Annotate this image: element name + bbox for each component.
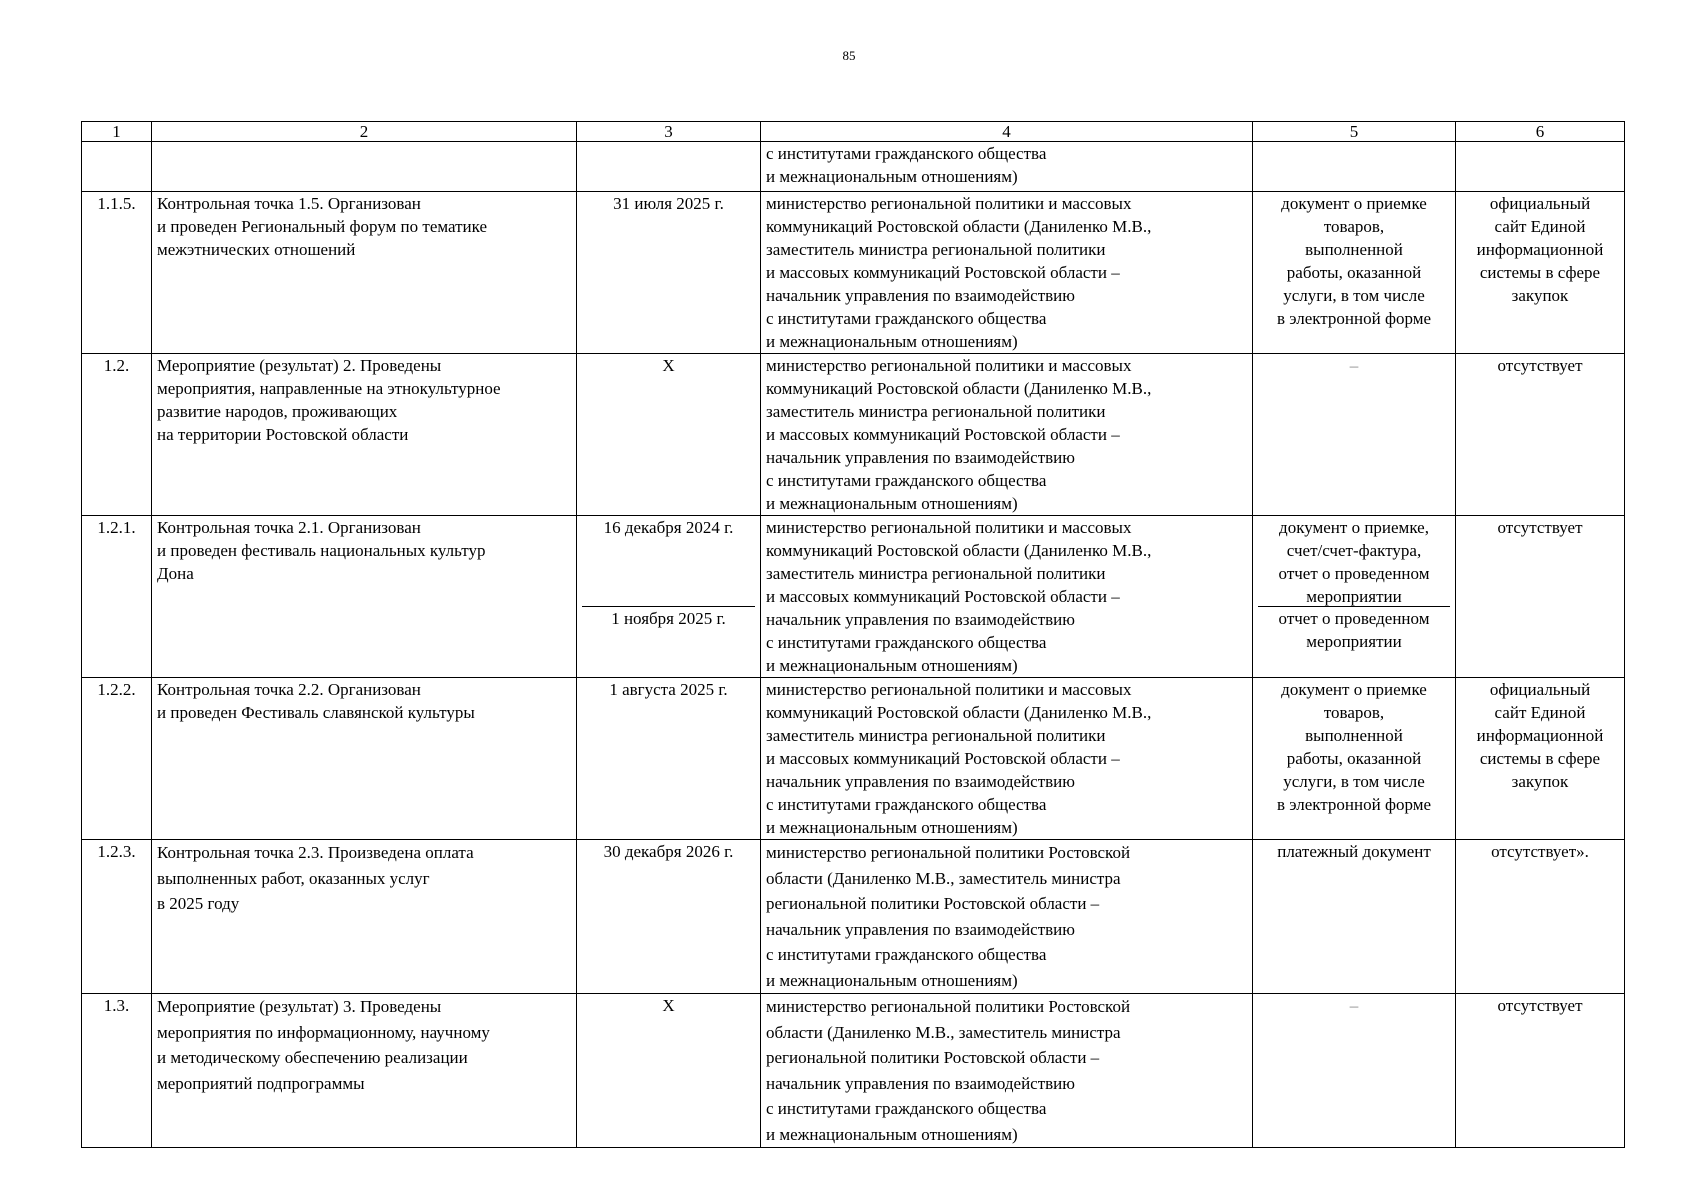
row-date: 31 июля 2025 г. [577,192,761,354]
row-number: 1.2. [82,354,152,516]
row-name: Контрольная точка 1.5. Организован и проведен Региональный форум по тематике межэтнических отношений [152,192,577,354]
row-date: Х [577,354,761,516]
table-row [82,516,1625,678]
row-responsible: министерство региональной политики Ростовской области (Даниленко М.В., заместитель министра региональной политики Ростовской области – начальник управления по взаимодействию с институтами гражданского общества и межнациональным отношениям) [761,994,1253,1148]
row-number: 1.2.2. [82,678,152,840]
measures-table [81,121,1625,1148]
table-header-row [82,122,1625,142]
column-header: 2 [152,122,577,142]
table-row [82,840,1625,994]
row-number [82,142,152,192]
row-date: 16 декабря 2024 г. [582,516,755,607]
column-header: 6 [1456,122,1625,142]
table-row [82,354,1625,516]
row-responsible: министерство региональной политики и массовых коммуникаций Ростовской области (Даниленко М.В., заместитель министра региональной политики и массовых коммуникаций Ростовской области – начальник управления по взаимодействию с институтами гражданского общества и межнациональным отношениям) [761,354,1253,516]
row-responsible: министерство региональной политики и массовых коммуникаций Ростовской области (Даниленко М.В., заместитель министра региональной политики и массовых коммуникаций Ростовской области – начальник управления по взаимодействию с институтами гражданского общества и межнациональным отношениям) [761,516,1253,678]
row-name: Контрольная точка 2.2. Организован и проведен Фестиваль славянской культуры [152,678,577,840]
column-header: 4 [761,122,1253,142]
row-name [152,142,577,192]
row-source: официальный сайт Единой информационной системы в сфере закупок [1456,678,1625,840]
row-source: отсутствует [1456,354,1625,516]
row-document: документ о приемке товаров, выполненной работы, оказанной услуги, в том числе в электронной форме [1253,192,1456,354]
row-date: 30 декабря 2026 г. [577,840,761,994]
table-row [82,994,1625,1148]
row-name: Мероприятие (результат) 3. Проведены мероприятия по информационному, научному и методическому обеспечению реализации мероприятий подпрограммы [152,994,577,1148]
column-header: 3 [577,122,761,142]
row-responsible: министерство региональной политики и массовых коммуникаций Ростовской области (Даниленко М.В., заместитель министра региональной политики и массовых коммуникаций Ростовской области – начальник управления по взаимодействию с институтами гражданского общества и межнациональным отношениям) [761,678,1253,840]
column-header: 1 [82,122,152,142]
row-source [1456,142,1625,192]
row-date [577,142,761,192]
row-date: 1 ноября 2025 г. [611,609,726,628]
row-document-cell [1253,516,1456,678]
row-number: 1.2.3. [82,840,152,994]
row-document: платежный документ [1253,840,1456,994]
row-source: официальный сайт Единой информационной системы в сфере закупок [1456,192,1625,354]
row-name: Контрольная точка 2.3. Произведена оплата выполненных работ, оказанных услуг в 2025 году [152,840,577,994]
row-document: документ о приемке товаров, выполненной работы, оказанной услуги, в том числе в электронной форме [1253,678,1456,840]
row-source: отсутствует [1456,994,1625,1148]
page-number: 85 [842,48,856,63]
row-date: Х [577,994,761,1148]
row-date-cell [577,516,761,678]
column-header: 5 [1253,122,1456,142]
row-number: 1.2.1. [82,516,152,678]
table-row [82,142,1625,192]
table-row [82,192,1625,354]
row-responsible: министерство региональной политики Ростовской области (Даниленко М.В., заместитель министра региональной политики Ростовской области – начальник управления по взаимодействию с институтами гражданского общества и межнациональным отношениям) [761,840,1253,994]
row-document: отчет о проведенном мероприятии [1278,609,1430,651]
row-document: документ о приемке, счет/счет-фактура, отчет о проведенном мероприятии [1258,516,1450,607]
row-responsible: с институтами гражданского общества и межнациональным отношениям) [761,142,1253,192]
row-document: – [1253,354,1456,516]
row-source: отсутствует [1456,516,1625,678]
row-date: 1 августа 2025 г. [577,678,761,840]
row-document [1253,142,1456,192]
row-name: Контрольная точка 2.1. Организован и проведен фестиваль национальных культур Дона [152,516,577,678]
row-document: – [1253,994,1456,1148]
row-number: 1.1.5. [82,192,152,354]
table-row [82,678,1625,840]
row-number: 1.3. [82,994,152,1148]
row-responsible: министерство региональной политики и массовых коммуникаций Ростовской области (Даниленко М.В., заместитель министра региональной политики и массовых коммуникаций Ростовской области – начальник управления по взаимодействию с институтами гражданского общества и межнациональным отношениям) [761,192,1253,354]
row-name: Мероприятие (результат) 2. Проведены мероприятия, направленные на этнокультурное развитие народов, проживающих на территории Ростовской области [152,354,577,516]
row-source: отсутствует». [1456,840,1625,994]
